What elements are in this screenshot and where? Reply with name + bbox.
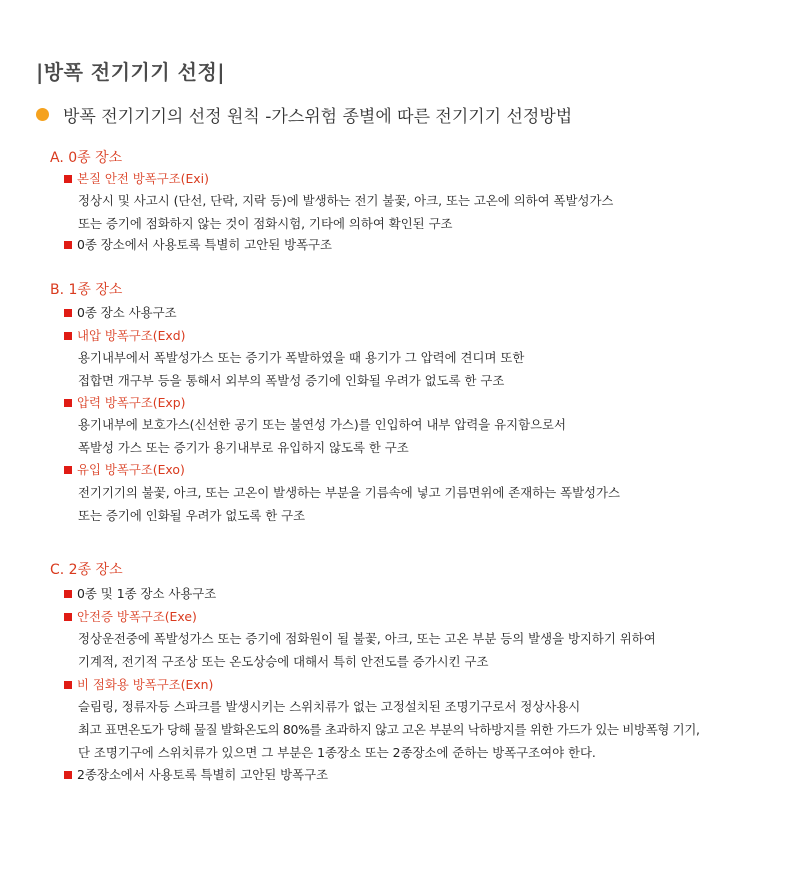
red-square-bullet-icon	[64, 681, 72, 689]
subtitle: 방폭 전기기기의 선정 원칙 -가스위험 종별에 따른 전기기기 선정방법	[63, 107, 573, 127]
section-c-item-4	[64, 766, 328, 784]
red-square-bullet-icon	[64, 590, 72, 598]
section-c-item-3-desc-2: 최고 표면온도가 당해 물질 발화온도의 80%를 초과하지 않고 고온 부분의 낙하방지를 위한 가드가 있는 비방폭형 기기,	[78, 722, 700, 737]
section-b-item-3	[64, 394, 185, 412]
section-b-item-3-desc-2: 폭발성 가스 또는 증기가 용기내부로 유입하지 않도록 한 구조	[78, 440, 409, 455]
item-label: 0종 장소에서 사용토록 특별히 고안된 방폭구조	[77, 237, 332, 252]
section-b-item-2-desc-1: 용기내부에서 폭발성가스 또는 증기가 폭발하였을 때 용기가 그 압력에 견디며 또한	[78, 350, 525, 365]
section-b-item-1	[64, 304, 177, 322]
orange-bullet-icon	[36, 108, 49, 121]
section-b-item-2-desc-2: 접합면 개구부 등을 통해서 외부의 폭발성 증기에 인화될 우려가 없도록 한 구조	[78, 373, 505, 388]
section-a-item-2	[64, 236, 332, 254]
section-b-item-3-desc-1: 용기내부에 보호가스(신선한 공기 또는 불연성 가스)를 인입하여 내부 압력을 유지함으로서	[78, 417, 566, 432]
red-square-bullet-icon	[64, 241, 72, 249]
section-b-item-2	[64, 327, 185, 345]
red-square-bullet-icon	[64, 399, 72, 407]
item-label: 2종장소에서 사용토록 특별히 고안된 방폭구조	[77, 767, 329, 782]
section-c-item-2	[64, 608, 197, 626]
section-c-item-3-desc-3: 단 조명기구에 스위치류가 있으면 그 부분은 1종장소 또는 2종장소에 준하는 방폭구조여야 한다.	[78, 745, 596, 760]
item-label: 내압 방폭구조(Exd)	[77, 328, 186, 343]
red-square-bullet-icon	[64, 771, 72, 779]
section-c-item-1	[64, 585, 216, 603]
item-label: 0종 및 1종 장소 사용구조	[77, 586, 217, 601]
section-a-item-1-desc-2: 또는 증기에 점화하지 않는 것이 점화시험, 기타에 의하여 확인된 구조	[78, 216, 453, 231]
item-label: 비 점화용 방폭구조(Exn)	[77, 677, 214, 692]
section-c-item-3-desc-1: 슬림링, 정류자등 스파크를 발생시키는 스위치류가 없는 고정설치된 조명기구로서 정상사용시	[78, 699, 581, 714]
item-label: 안전증 방폭구조(Exe)	[77, 609, 197, 624]
item-label: 0종 장소 사용구조	[77, 305, 177, 320]
subtitle-row	[36, 102, 572, 127]
section-a-item-1	[64, 170, 209, 188]
section-c-item-2-desc-2: 기계적, 전기적 구조상 또는 온도상승에 대해서 특히 안전도를 증가시킨 구조	[78, 654, 489, 669]
section-c-item-3	[64, 676, 213, 694]
item-label: 압력 방폭구조(Exp)	[77, 395, 186, 410]
section-a-heading: A. 0종 장소	[50, 150, 123, 166]
red-square-bullet-icon	[64, 309, 72, 317]
red-square-bullet-icon	[64, 175, 72, 183]
section-b-heading: B. 1종 장소	[50, 282, 123, 298]
red-square-bullet-icon	[64, 613, 72, 621]
item-label: 본질 안전 방폭구조(Exi)	[77, 171, 209, 186]
section-a-item-1-desc-1: 정상시 및 사고시 (단선, 단락, 지락 등)에 발생하는 전기 불꽃, 아크, 또는 고온에 의하여 폭발성가스	[78, 193, 614, 208]
section-b-item-4	[64, 461, 185, 479]
section-c-heading: C. 2종 장소	[50, 562, 123, 578]
page-title: |방폭 전기기기 선정|	[36, 60, 226, 84]
section-b-item-4-desc-1: 전기기기의 불꽃, 아크, 또는 고온이 발생하는 부분을 기름속에 넣고 기름면위에 존재하는 폭발성가스	[78, 485, 620, 500]
item-label: 유입 방폭구조(Exo)	[77, 462, 185, 477]
red-square-bullet-icon	[64, 332, 72, 340]
red-square-bullet-icon	[64, 466, 72, 474]
section-b-item-4-desc-2: 또는 증기에 인화될 우려가 없도록 한 구조	[78, 508, 306, 523]
section-c-item-2-desc-1: 정상운전중에 폭발성가스 또는 증기에 점화원이 될 불꽃, 아크, 또는 고온 부분 등의 발생을 방지하기 위하여	[78, 631, 656, 646]
